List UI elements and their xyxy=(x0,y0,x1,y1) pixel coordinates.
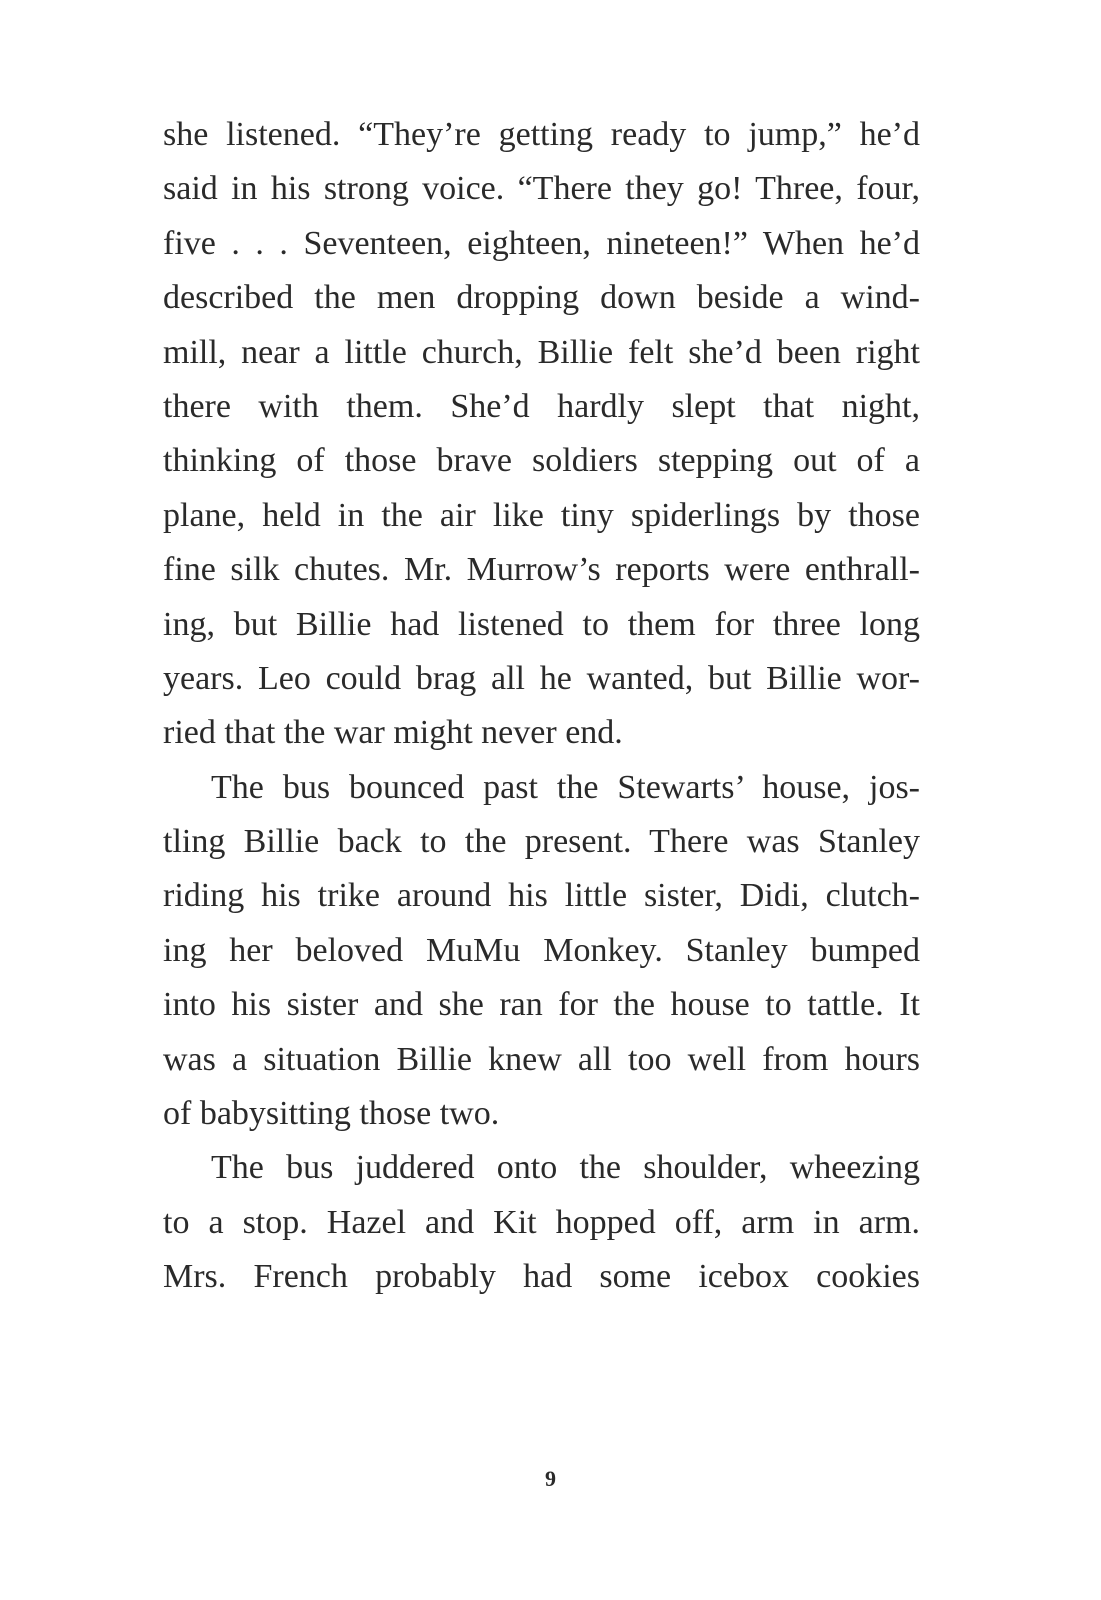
text-line: to a stop. Hazel and Kit hopped off, arm in arm. xyxy=(163,1203,920,1241)
body-text xyxy=(163,108,920,1305)
text-line: tling Billie back to the present. There was Stanley xyxy=(163,823,920,861)
text-line: was a situation Billie knew all too well from hours xyxy=(163,1040,920,1078)
text-line: The bus bounced past the Stewarts’ house, jos- xyxy=(211,768,920,806)
page-number: 9 xyxy=(545,1466,556,1491)
text-line: thinking of those brave soldiers stepping out of a xyxy=(163,442,920,480)
text-line: years. Leo could brag all he wanted, but Billie wor- xyxy=(163,659,920,697)
text-line: plane, held in the air like tiny spiderlings by those xyxy=(163,496,920,534)
text-line: ing her beloved MuMu Monkey. Stanley bumped xyxy=(163,931,920,969)
text-line: Mrs. French probably had some icebox cookies xyxy=(163,1258,920,1296)
text-line: mill, near a little church, Billie felt she’d been right xyxy=(163,333,920,371)
text-line: riding his trike around his little sister, Didi, clutch- xyxy=(163,877,920,915)
text-line: into his sister and she ran for the house to tattle. It xyxy=(163,986,920,1024)
text-line: she listened. “They’re getting ready to jump,” he’d xyxy=(163,116,920,153)
text-line: five . . . Seventeen, eighteen, nineteen!” When he’d xyxy=(163,224,920,262)
text-line: there with them. She’d hardly slept that night, xyxy=(163,387,920,425)
text-line: fine silk chutes. Mr. Murrow’s reports were enthrall- xyxy=(163,551,920,589)
text-line: The bus juddered onto the shoulder, wheezing xyxy=(211,1149,920,1187)
text-line: ing, but Billie had listened to them for three long xyxy=(163,605,920,643)
text-line: said in his strong voice. “There they go! Three, four, xyxy=(163,170,920,208)
text-line: described the men dropping down beside a wind- xyxy=(163,279,920,317)
text-line: of babysitting those two. xyxy=(163,1095,500,1133)
text-line: ried that the war might never end. xyxy=(163,714,623,752)
